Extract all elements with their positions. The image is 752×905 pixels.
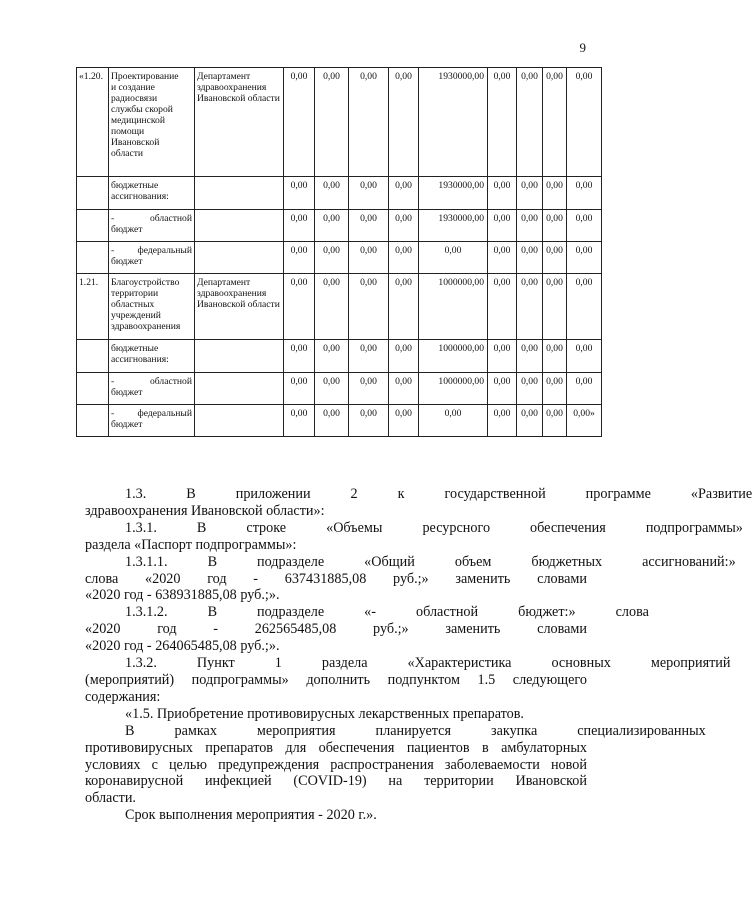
cell-value: 0,00 bbox=[284, 340, 315, 373]
word: распространения bbox=[330, 756, 434, 773]
cell-value: 0,00 bbox=[349, 242, 389, 274]
word: «Развитие bbox=[690, 486, 752, 502]
cell-value: 0,00 bbox=[567, 373, 602, 405]
word: руб.;» bbox=[373, 621, 409, 638]
cell-value: 0,00 bbox=[488, 210, 517, 242]
word: приложении bbox=[235, 486, 311, 502]
word: «Характеристика bbox=[407, 655, 512, 672]
table-row bbox=[77, 210, 602, 242]
cell-value: 0,00 bbox=[543, 274, 567, 340]
name-line: медицинской bbox=[111, 115, 165, 126]
name-line: территории bbox=[111, 288, 159, 299]
word: территории bbox=[424, 773, 494, 790]
table-row bbox=[77, 177, 602, 210]
paragraph-1-5-body-line3 bbox=[85, 757, 587, 774]
paragraph-1-3-1-1-line2 bbox=[85, 571, 587, 588]
word: заболеваемости bbox=[444, 756, 540, 773]
word: закупка bbox=[490, 722, 538, 739]
paragraph-1-5-body-line1 bbox=[85, 722, 706, 740]
word: словами bbox=[537, 621, 587, 638]
name-line: бюджет bbox=[111, 256, 143, 267]
word: раздела bbox=[321, 655, 368, 672]
cell-value: 0,00 bbox=[315, 405, 349, 437]
word: заменить bbox=[455, 570, 511, 587]
word: - bbox=[213, 621, 219, 638]
paragraph-1-5-body-line5: области. bbox=[85, 790, 136, 807]
cell-value: 0,00 bbox=[567, 340, 602, 373]
word: государственной bbox=[444, 486, 546, 502]
word: специализированных bbox=[577, 722, 706, 739]
table-row bbox=[77, 405, 602, 437]
cell-value: 0,00 bbox=[543, 177, 567, 210]
name-line: бюджет bbox=[111, 419, 143, 430]
cell-executor: Департамент здравоохранения Ивановской области bbox=[195, 274, 284, 340]
cell-value: 0,00 bbox=[349, 373, 389, 405]
cell-value: 0,00 bbox=[389, 177, 419, 210]
cell-value: 0,00 bbox=[315, 373, 349, 405]
word: следующего bbox=[512, 671, 587, 688]
cell-index bbox=[77, 177, 109, 210]
cell-value: 0,00 bbox=[389, 68, 419, 177]
word: «- bbox=[364, 604, 376, 621]
cell-value: 0,00 bbox=[315, 177, 349, 210]
table-row bbox=[77, 373, 602, 405]
name-dash: - bbox=[111, 213, 115, 224]
cell-index bbox=[77, 373, 109, 405]
word: В bbox=[196, 519, 207, 536]
word: словами bbox=[537, 570, 587, 587]
budget-table bbox=[76, 67, 602, 437]
cell-value: 0,00 bbox=[315, 340, 349, 373]
table-row bbox=[77, 242, 602, 274]
word: Ивановской bbox=[515, 773, 587, 790]
word: препаратов bbox=[205, 739, 273, 756]
cell-name bbox=[109, 373, 195, 405]
cell-value: 1000000,00 bbox=[419, 373, 488, 405]
cell-value: 0,00» bbox=[567, 405, 602, 437]
word: 1.3.1.1. bbox=[125, 553, 168, 570]
word: мероприятий bbox=[650, 655, 731, 672]
cell-value: 1930000,00 bbox=[419, 177, 488, 210]
cell-executor bbox=[195, 405, 284, 437]
word: подпунктом bbox=[387, 671, 460, 688]
cell-value: 0,00 bbox=[517, 274, 543, 340]
cell-value: 0,00 bbox=[567, 274, 602, 340]
name-line bbox=[111, 376, 192, 387]
cell-value: 0,00 bbox=[517, 210, 543, 242]
word: рамках bbox=[174, 722, 217, 739]
word: 1.3.2. bbox=[125, 655, 157, 672]
name-line: бюджет bbox=[111, 387, 143, 398]
word: 637431885,08 bbox=[284, 570, 367, 587]
cell-executor: Департамент здравоохранения Ивановской области bbox=[195, 68, 284, 177]
name-line: помощи bbox=[111, 126, 145, 137]
cell-value: 0,00 bbox=[349, 274, 389, 340]
word: В bbox=[207, 604, 218, 621]
word: Пункт bbox=[196, 655, 235, 672]
word: слова bbox=[615, 604, 649, 621]
word: подразделе bbox=[257, 553, 325, 570]
cell-value: 1000000,00 bbox=[419, 274, 488, 340]
name-line: областных bbox=[111, 299, 155, 310]
name-dash: - bbox=[111, 245, 115, 256]
word: целью bbox=[168, 756, 207, 773]
cell-value: 0,00 bbox=[284, 68, 315, 177]
cell-value: 0,00 bbox=[389, 340, 419, 373]
word: объем bbox=[454, 553, 492, 570]
cell-value: 0,00 bbox=[488, 373, 517, 405]
cell-name: бюджетные ассигнования: bbox=[109, 340, 195, 373]
name-line: Ивановской bbox=[111, 137, 160, 148]
cell-value: 0,00 bbox=[349, 68, 389, 177]
word: ресурсного bbox=[422, 519, 491, 536]
cell-value: 0,00 bbox=[389, 274, 419, 340]
cell-value: 0,00 bbox=[284, 242, 315, 274]
cell-value: 0,00 bbox=[488, 340, 517, 373]
word: к bbox=[397, 486, 405, 502]
word: 1.3. bbox=[125, 486, 147, 502]
cell-value: 0,00 bbox=[543, 242, 567, 274]
cell-value: 0,00 bbox=[488, 242, 517, 274]
name-line: Проектирование bbox=[111, 71, 179, 82]
paragraph-1-5-body-line2 bbox=[85, 740, 587, 757]
cell-executor bbox=[195, 210, 284, 242]
cell-executor bbox=[195, 242, 284, 274]
name-line: области bbox=[111, 148, 144, 159]
cell-value: 0,00 bbox=[284, 177, 315, 210]
word: «Объемы bbox=[326, 519, 383, 536]
word: год bbox=[207, 570, 227, 587]
cell-value: 0,00 bbox=[419, 405, 488, 437]
word: областной bbox=[416, 604, 479, 621]
word: бюджет:» bbox=[518, 604, 576, 621]
name-line bbox=[111, 408, 192, 419]
paragraph-1-3-2-line3: содержания: bbox=[85, 688, 161, 705]
name-line bbox=[111, 245, 192, 256]
cell-value: 0,00 bbox=[315, 210, 349, 242]
paragraph-1-3-2 bbox=[85, 655, 731, 672]
cell-value: 0,00 bbox=[567, 68, 602, 177]
cell-value: 0,00 bbox=[517, 340, 543, 373]
cell-value: 0,00 bbox=[567, 210, 602, 242]
word: инфекцией bbox=[204, 773, 272, 790]
word: слова bbox=[85, 570, 119, 587]
cell-value: 0,00 bbox=[517, 68, 543, 177]
word: 1 bbox=[274, 655, 282, 672]
cell-name bbox=[109, 405, 195, 437]
cell-value: 0,00 bbox=[488, 177, 517, 210]
cell-index bbox=[77, 340, 109, 373]
word: 1.3.1.2. bbox=[125, 604, 168, 621]
cell-name bbox=[109, 210, 195, 242]
word: В bbox=[186, 486, 196, 502]
name-line bbox=[111, 213, 192, 224]
word: (COVID-19) bbox=[293, 773, 367, 790]
name-line: здравоохранения bbox=[111, 321, 181, 332]
word: в bbox=[482, 739, 489, 756]
word: новой bbox=[550, 756, 587, 773]
cell-value: 1930000,00 bbox=[419, 210, 488, 242]
word: «2020 bbox=[145, 570, 181, 587]
word: основных bbox=[551, 655, 611, 672]
paragraph-deadline: Срок выполнения мероприятия - 2020 г.». bbox=[125, 807, 377, 824]
cell-value: 0,00 bbox=[349, 177, 389, 210]
table-row bbox=[77, 68, 602, 177]
cell-value: 0,00 bbox=[284, 210, 315, 242]
paragraph-1-3-1-1-line3: «2020 год - 638931885,08 руб.;». bbox=[85, 587, 280, 604]
word: обеспечения bbox=[318, 739, 395, 756]
paragraph-1-3-2-line2 bbox=[85, 672, 587, 689]
cell-value: 0,00 bbox=[543, 405, 567, 437]
word: ассигнований:» bbox=[642, 553, 736, 570]
name-word: областной bbox=[149, 376, 192, 387]
paragraph-1-3-1-2 bbox=[85, 604, 649, 621]
paragraph-1-3-1-1 bbox=[85, 553, 736, 571]
cell-value: 0,00 bbox=[543, 340, 567, 373]
cell-value: 0,00 bbox=[567, 242, 602, 274]
cell-value: 0,00 bbox=[284, 373, 315, 405]
cell-value: 0,00 bbox=[284, 405, 315, 437]
table-row bbox=[77, 274, 602, 340]
cell-value: 0,00 bbox=[284, 274, 315, 340]
cell-index bbox=[77, 242, 109, 274]
cell-value: 0,00 bbox=[488, 68, 517, 177]
word: (мероприятий) bbox=[85, 671, 175, 688]
cell-value: 0,00 bbox=[315, 242, 349, 274]
word: 1.5 bbox=[477, 671, 496, 688]
name-line: и создание bbox=[111, 82, 155, 93]
cell-executor bbox=[195, 340, 284, 373]
word: год bbox=[157, 621, 177, 638]
word: амбулаторных bbox=[501, 739, 587, 756]
cell-name bbox=[109, 242, 195, 274]
word: «2020 bbox=[85, 621, 121, 638]
cell-value: 0,00 bbox=[389, 210, 419, 242]
word: - bbox=[253, 570, 259, 587]
word: подпрограммы» bbox=[645, 519, 743, 536]
cell-value: 0,00 bbox=[517, 177, 543, 210]
word: строке bbox=[246, 519, 287, 536]
word: В bbox=[207, 553, 218, 570]
cell-value: 0,00 bbox=[389, 405, 419, 437]
word: мероприятия bbox=[256, 722, 336, 739]
cell-index: «1.20. bbox=[77, 68, 109, 177]
cell-name bbox=[109, 274, 195, 340]
word: планируется bbox=[375, 722, 451, 739]
name-line: радиосвязи bbox=[111, 93, 158, 104]
cell-value: 1930000,00 bbox=[419, 68, 488, 177]
page-number: 9 bbox=[579, 40, 586, 55]
word: В bbox=[125, 722, 135, 739]
word: бюджетных bbox=[531, 553, 603, 570]
cell-value: 0,00 bbox=[419, 242, 488, 274]
cell-value: 0,00 bbox=[567, 177, 602, 210]
cell-value: 0,00 bbox=[543, 210, 567, 242]
table-row bbox=[77, 340, 602, 373]
cell-value: 0,00 bbox=[389, 373, 419, 405]
name-dash: - bbox=[111, 408, 115, 419]
word: «Общий bbox=[364, 553, 415, 570]
word: для bbox=[285, 739, 307, 756]
word: пациентов bbox=[406, 739, 470, 756]
cell-index bbox=[77, 405, 109, 437]
paragraph-1-5-body-line4 bbox=[85, 773, 587, 790]
cell-value: 0,00 bbox=[315, 68, 349, 177]
name-line: Благоустройство bbox=[111, 277, 180, 288]
paragraph-1-5-title: «1.5. Приобретение противовирусных лекарственных препаратов. bbox=[125, 705, 524, 722]
cell-executor bbox=[195, 373, 284, 405]
cell-value: 0,00 bbox=[349, 340, 389, 373]
cell-index bbox=[77, 210, 109, 242]
word: подразделе bbox=[257, 604, 325, 621]
word: коронавирусной bbox=[85, 773, 184, 790]
cell-value: 0,00 bbox=[349, 405, 389, 437]
table-body bbox=[77, 68, 602, 437]
word: противовирусных bbox=[85, 739, 193, 756]
paragraph-1-3-1-cont: раздела «Паспорт подпрограммы»: bbox=[85, 536, 297, 553]
word: 262565485,08 bbox=[254, 621, 337, 638]
word: предупреждения bbox=[218, 756, 320, 773]
name-dash: - bbox=[111, 376, 115, 387]
cell-name bbox=[109, 68, 195, 177]
cell-executor bbox=[195, 177, 284, 210]
word: условиях bbox=[85, 756, 141, 773]
word: с bbox=[151, 756, 158, 773]
cell-name: бюджетные ассигнования: bbox=[109, 177, 195, 210]
cell-value: 1000000,00 bbox=[419, 340, 488, 373]
word: 2 bbox=[350, 486, 358, 502]
name-line: службы скорой bbox=[111, 104, 173, 115]
word: заменить bbox=[445, 621, 501, 638]
word: на bbox=[388, 773, 403, 790]
cell-value: 0,00 bbox=[488, 274, 517, 340]
amendment-text bbox=[85, 486, 752, 824]
paragraph-1-3-1 bbox=[85, 519, 743, 537]
cell-value: 0,00 bbox=[543, 68, 567, 177]
word: руб.;» bbox=[393, 570, 429, 587]
paragraph-1-3-1-2-line3: «2020 год - 264065485,08 руб.;». bbox=[85, 638, 280, 655]
cell-value: 0,00 bbox=[488, 405, 517, 437]
name-line: бюджет bbox=[111, 224, 143, 235]
cell-value: 0,00 bbox=[389, 242, 419, 274]
name-line: учреждений bbox=[111, 310, 161, 321]
word: дополнить bbox=[306, 671, 371, 688]
cell-value: 0,00 bbox=[517, 242, 543, 274]
paragraph-1-3-cont: здравоохранения Ивановской области»: bbox=[85, 502, 325, 519]
paragraph-1-3-1-2-line2 bbox=[85, 621, 587, 638]
cell-value: 0,00 bbox=[517, 373, 543, 405]
cell-value: 0,00 bbox=[349, 210, 389, 242]
word: обеспечения bbox=[530, 519, 606, 536]
name-word: областной bbox=[149, 213, 192, 224]
cell-value: 0,00 bbox=[517, 405, 543, 437]
word: 1.3.1. bbox=[125, 519, 157, 536]
cell-index: 1.21. bbox=[77, 274, 109, 340]
word: подпрограммы» bbox=[191, 671, 289, 688]
cell-value: 0,00 bbox=[543, 373, 567, 405]
name-word: федеральный bbox=[137, 408, 192, 419]
cell-value: 0,00 bbox=[315, 274, 349, 340]
word: программе bbox=[585, 486, 651, 502]
paragraph-1-3 bbox=[85, 486, 752, 503]
name-word: федеральный bbox=[137, 245, 192, 256]
